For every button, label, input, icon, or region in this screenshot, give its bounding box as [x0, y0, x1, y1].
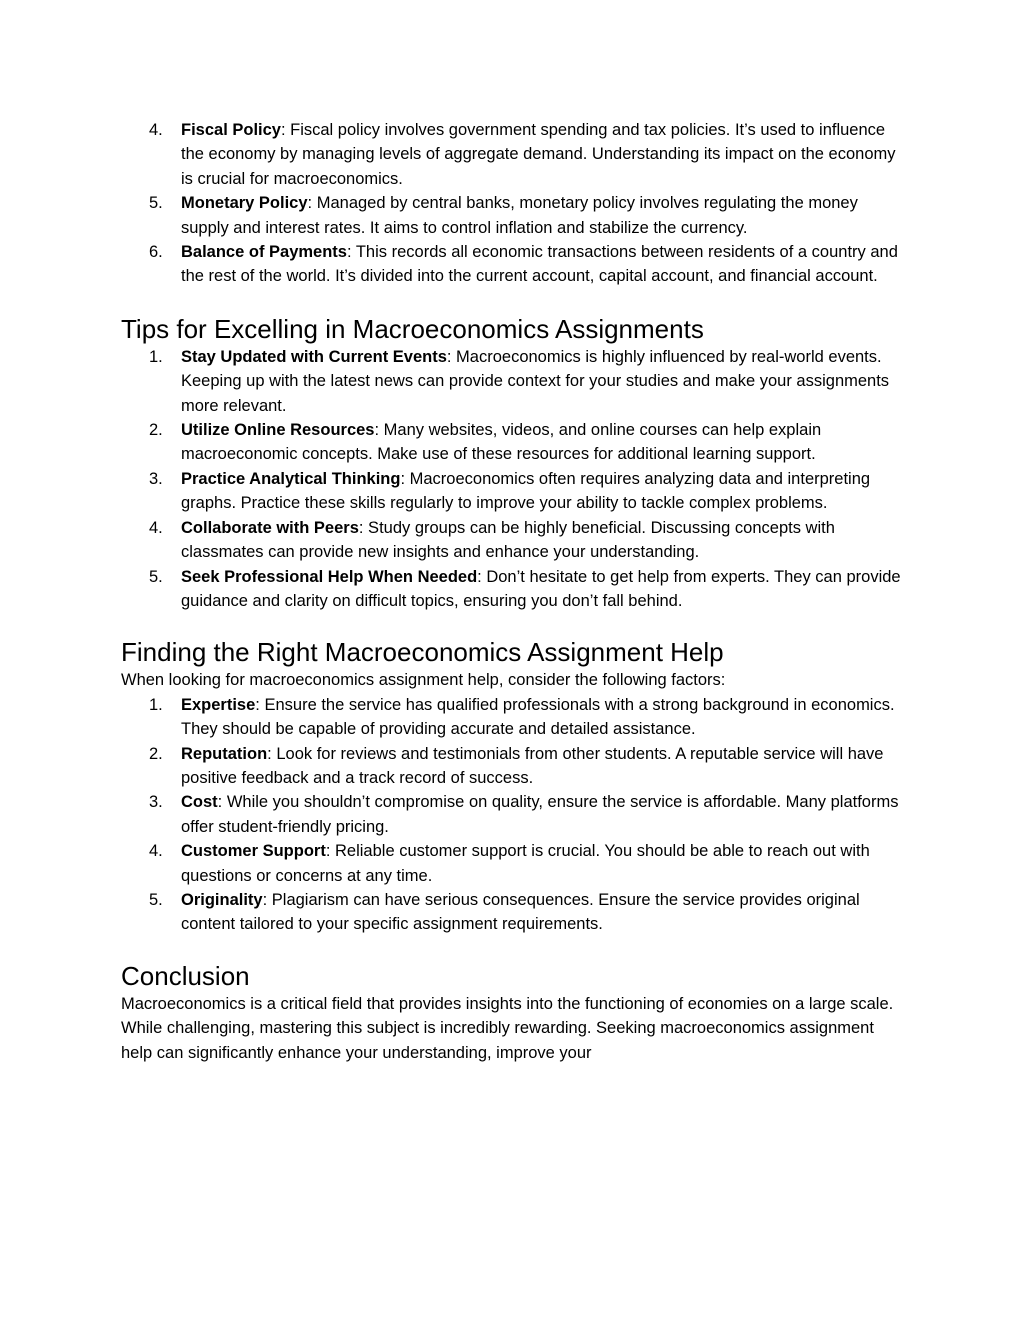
list-item [121, 191, 906, 240]
list-item [121, 565, 906, 614]
list-term: Utilize Online Resources [181, 421, 375, 440]
list-number: 2. [149, 744, 163, 763]
list-item [121, 240, 906, 289]
list-term: Reputation [181, 744, 268, 763]
list-term: Seek Professional Help When Needed [181, 567, 478, 586]
list-term: Balance of Payments [181, 243, 347, 262]
key-concepts-list [121, 118, 906, 289]
list-term: Cost [181, 793, 218, 812]
list-text: : Don’t hesitate to get help from experts. They can provide guidance and clarity on difficult topics, ensuring you don’t fall behind. [181, 567, 901, 610]
list-term: Collaborate with Peers [181, 518, 359, 537]
list-number: 4. [149, 842, 163, 861]
list-text: : Fiscal policy involves government spending and tax policies. It’s used to influence the economy by managing levels of aggregate demand. Understanding its impact on the economy is crucial for macroeconomics. [181, 121, 896, 188]
list-text: : Many websites, videos, and online courses can help explain macroeconomic concepts. Make use of these resources for additional learning support. [181, 421, 822, 464]
list-item [121, 118, 906, 191]
list-text: : Reliable customer support is crucial. You should be able to reach out with questions or concerns at any time. [181, 842, 870, 885]
list-term: Expertise [181, 695, 256, 714]
list-term: Originality [181, 890, 263, 909]
conclusion-heading: Conclusion [121, 960, 250, 991]
list-term: Monetary Policy [181, 194, 308, 213]
list-item [121, 418, 906, 467]
list-text: : Managed by central banks, monetary policy involves regulating the money supply and interest rates. It aims to control inflation and stabilize the currency. [181, 194, 858, 237]
factors-list [121, 693, 906, 937]
list-text: : Macroeconomics often requires analyzing data and interpreting graphs. Practice these skills regularly to improve your ability to tackle complex problems. [181, 469, 871, 513]
list-number: 6. [149, 243, 163, 262]
list-term: Customer Support [181, 842, 326, 861]
list-text: : Study groups can be highly beneficial. Discussing concepts with classmates can provide new insights and enhance your understanding. [181, 518, 835, 562]
list-item [121, 790, 906, 839]
list-number: 5. [149, 567, 163, 586]
tips-list [121, 345, 906, 613]
list-number: 3. [149, 469, 163, 488]
list-number: 4. [149, 121, 163, 139]
list-item [121, 839, 906, 888]
list-item [121, 516, 906, 565]
document-page [121, 118, 906, 1065]
list-item [121, 467, 906, 516]
conclusion-text: Macroeconomics is a critical field that provides insights into the functioning of economies on a large scale. While challenging, mastering this subject is incredibly rewarding. Seeking macroeconomics assignment help can significantly enhance your understanding, improve your [121, 994, 894, 1062]
list-text: : Plagiarism can have serious consequences. Ensure the service provides original content tailored to your specific assignment requirements. [181, 890, 860, 934]
list-number: 5. [149, 890, 163, 909]
list-number: 4. [149, 518, 163, 537]
list-item [121, 888, 906, 937]
list-number: 1. [149, 695, 163, 714]
list-item [121, 693, 906, 742]
list-number: 3. [149, 793, 163, 812]
list-text: : While you shouldn’t compromise on quality, ensure the service is affordable. Many platforms offer student-friendly pricing. [181, 793, 899, 836]
list-text: : Ensure the service has qualified professionals with a strong background in economics. They should be capable of providing accurate and detailed assistance. [181, 695, 895, 739]
list-item [121, 742, 906, 791]
list-term: Stay Updated with Current Events [181, 347, 447, 366]
tips-heading: Tips for Excelling in Macroeconomics Assignments [121, 313, 704, 344]
finding-intro: When looking for macroeconomics assignment help, consider the following factors: [121, 671, 726, 690]
list-item [121, 345, 906, 418]
list-term: Practice Analytical Thinking [181, 469, 401, 488]
list-text: : Macroeconomics is highly influenced by real-world events. Keeping up with the latest news can provide context for your studies and make your assignments more relevant. [181, 347, 890, 415]
finding-heading: Finding the Right Macroeconomics Assignment Help [121, 637, 724, 668]
list-text: : Look for reviews and testimonials from other students. A reputable service will have positive feedback and a track record of success. [181, 744, 884, 787]
list-number: 5. [149, 194, 163, 213]
list-text: : This records all economic transactions between residents of a country and the rest of the world. It’s divided into the current account, capital account, and financial account. [181, 243, 898, 286]
list-number: 1. [149, 347, 163, 366]
list-number: 2. [149, 421, 163, 440]
list-term: Fiscal Policy [181, 121, 281, 139]
